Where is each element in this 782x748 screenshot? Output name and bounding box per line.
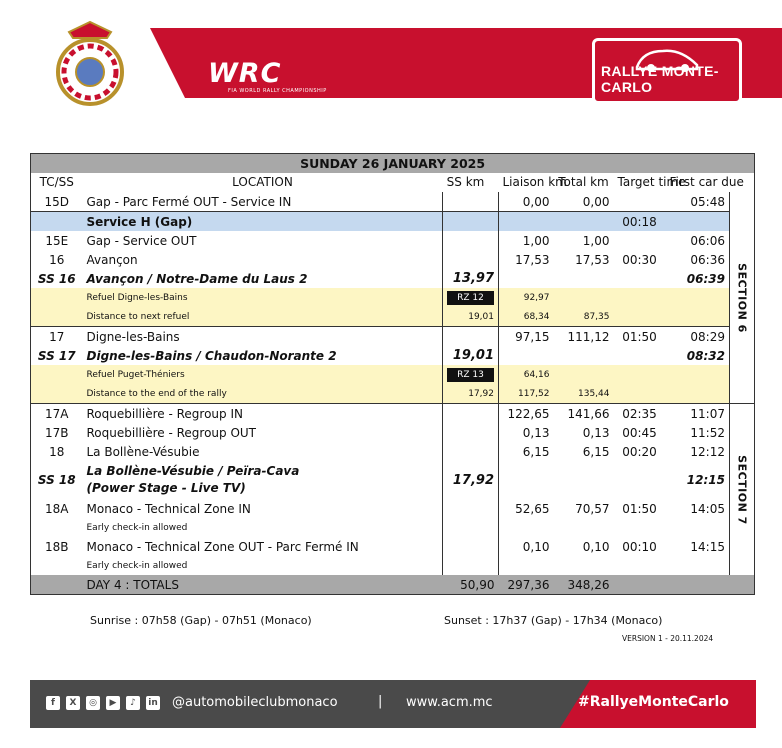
location-text: Avançon — [86, 252, 138, 267]
totals-liaison: 297,36 — [499, 575, 554, 595]
cell-ss: 19,01 — [443, 346, 499, 365]
cell-first — [666, 288, 730, 307]
cell-tc: 18B — [44, 539, 69, 554]
header-liaison: Liaison km — [502, 175, 567, 189]
cell-target — [614, 307, 666, 327]
cell-location — [83, 404, 443, 424]
table-row — [31, 423, 755, 442]
location-text: Monaco - Technical Zone IN — [86, 501, 251, 516]
cell-liaison — [499, 556, 554, 575]
cell-tc: 17A — [31, 404, 83, 424]
cell-liaison: 1,00 — [522, 233, 550, 248]
table-row — [31, 307, 755, 327]
cell-liaison: 6,15 — [522, 444, 550, 459]
cell-tc: 15D — [31, 192, 83, 212]
table-row — [31, 442, 755, 461]
cell-liaison: 52,65 — [515, 501, 550, 516]
sunrise-text: Sunrise : 07h58 (Gap) - 07h51 (Monaco) — [90, 614, 312, 627]
cell-location — [83, 556, 443, 575]
cell-ss — [443, 518, 499, 537]
cell-ss — [443, 192, 499, 212]
table-row — [31, 231, 755, 250]
table-row — [31, 288, 755, 307]
cell-liaison — [499, 346, 554, 365]
location-text: Refuel Puget-Théniers — [86, 369, 185, 380]
cell-tc — [31, 384, 83, 404]
table-row — [31, 327, 755, 347]
cell-first: 05:48 — [666, 192, 730, 212]
cell-target: 01:50 — [622, 501, 657, 516]
cell-location — [83, 212, 443, 232]
cell-target — [614, 556, 666, 575]
cell-liaison: 97,15 — [499, 327, 554, 347]
header-total: Total km — [558, 175, 609, 189]
linkedin-icon[interactable]: in — [146, 696, 160, 710]
cell-location — [83, 269, 443, 288]
cell-first: 08:29 — [666, 327, 730, 347]
wrc-subtitle: FIA WORLD RALLY CHAMPIONSHIP — [228, 88, 327, 94]
cell-target — [614, 384, 666, 404]
cell-total: 135,44 — [554, 384, 614, 404]
cell-liaison: 117,52 — [499, 384, 554, 404]
cell-liaison — [499, 518, 554, 537]
cell-liaison — [499, 269, 554, 288]
cell-tc — [31, 518, 83, 537]
location-text: Roquebillière - Regroup IN — [86, 406, 243, 421]
instagram-icon[interactable]: ◎ — [86, 696, 100, 710]
cell-tc: 16 — [49, 252, 65, 267]
version-text: VERSION 1 - 20.11.2024 — [622, 634, 714, 643]
table-row — [31, 192, 755, 212]
cell-location — [83, 346, 443, 365]
acm-crest-icon — [55, 20, 125, 108]
cell-tc — [31, 212, 83, 232]
cell-location — [83, 231, 443, 250]
table-row — [31, 250, 755, 269]
table-row — [31, 461, 755, 499]
cell-tc: 17B — [44, 425, 69, 440]
cell-first — [666, 518, 730, 537]
location-text: Digne-les-Bains / Chaudon-Norante 2 — [86, 348, 337, 363]
rallye-monte-carlo-logo: RALLYE MONTE-CARLO — [592, 38, 742, 104]
cell-first: 11:52 — [690, 425, 725, 440]
table-row — [31, 499, 755, 518]
cell-total — [554, 269, 614, 288]
cell-tc — [31, 307, 83, 327]
x-icon[interactable]: X — [66, 696, 80, 710]
cell-total — [554, 365, 614, 384]
facebook-icon[interactable]: f — [46, 696, 60, 710]
cell-first: 12:12 — [690, 444, 725, 459]
cell-total — [554, 518, 614, 537]
cell-total — [554, 346, 614, 365]
cell-location — [83, 442, 443, 461]
cell-location — [83, 461, 443, 499]
cell-liaison: 17,53 — [515, 252, 550, 267]
location-text: Refuel Digne-les-Bains — [86, 292, 188, 303]
cell-location — [83, 192, 443, 212]
cell-liaison: 0,00 — [499, 192, 554, 212]
table-row — [31, 346, 755, 365]
cell-location — [83, 499, 443, 518]
footer-separator: | — [378, 694, 383, 709]
cell-target: 01:50 — [614, 327, 666, 347]
location-text: Distance to next refuel — [86, 311, 190, 322]
cell-location — [83, 327, 443, 347]
header-ss: SS km — [446, 175, 485, 189]
cell-total — [554, 288, 614, 307]
cell-ss — [443, 288, 499, 307]
cell-liaison: 92,97 — [499, 288, 554, 307]
social-handle[interactable]: @automobileclubmonaco — [172, 695, 338, 710]
schedule-table — [30, 153, 755, 595]
cell-first — [666, 384, 730, 404]
cell-total: 1,00 — [582, 233, 610, 248]
cell-total: 6,15 — [582, 444, 610, 459]
cell-ss — [443, 556, 499, 575]
cell-target — [614, 288, 666, 307]
refuel-zone-badge: RZ 13 — [447, 368, 494, 382]
cell-tc: 17 — [31, 327, 83, 347]
location-text: Digne-les-Bains — [86, 329, 180, 344]
totals-label: DAY 4 : TOTALS — [83, 575, 443, 595]
cell-ss — [443, 423, 499, 442]
cell-tc — [31, 288, 83, 307]
cell-tc: SS 17 — [37, 348, 76, 363]
cell-total — [554, 212, 614, 232]
section-6-label: SECTION 6 — [730, 192, 755, 404]
cell-ss — [443, 442, 499, 461]
cell-ss — [443, 499, 499, 518]
table-row — [31, 404, 755, 424]
cell-ss — [443, 250, 499, 269]
cell-ss: 19,01 — [443, 307, 499, 327]
cell-location — [83, 288, 443, 307]
table-row — [31, 212, 755, 232]
cell-tc: SS 18 — [37, 473, 76, 487]
header — [0, 0, 782, 130]
cell-liaison: 64,16 — [499, 365, 554, 384]
cell-location — [83, 384, 443, 404]
cell-first: 14:15 — [690, 539, 725, 554]
cell-ss — [443, 365, 499, 384]
cell-first: 08:32 — [686, 348, 725, 363]
header-tc: TC/SS — [39, 175, 74, 189]
cell-liaison: 0,13 — [522, 425, 550, 440]
wrc-logo: WRC — [208, 58, 282, 89]
social-links — [46, 696, 160, 710]
cell-total: 87,35 — [554, 307, 614, 327]
cell-target: 00:20 — [622, 444, 657, 459]
table-row — [31, 537, 755, 556]
youtube-icon[interactable]: ▶ — [106, 696, 120, 710]
location-text: La Bollène-Vésubie — [86, 444, 200, 459]
cell-first — [666, 307, 730, 327]
cell-ss — [443, 327, 499, 347]
location-text: Distance to the end of the rally — [86, 388, 227, 399]
cell-first — [666, 212, 730, 232]
refuel-zone-badge: RZ 12 — [447, 291, 494, 305]
table-row — [31, 365, 755, 384]
totals-ss: 50,90 — [443, 575, 499, 595]
table-row — [31, 269, 755, 288]
cell-target — [614, 365, 666, 384]
cell-liaison: 122,65 — [499, 404, 554, 424]
cell-tc — [31, 556, 83, 575]
cell-target — [614, 231, 666, 250]
cell-liaison — [499, 461, 554, 499]
tiktok-icon[interactable]: ♪ — [126, 696, 140, 710]
cell-liaison — [499, 212, 554, 232]
header-first: First car due — [669, 175, 744, 189]
cell-first — [666, 365, 730, 384]
location-text: Early check-in allowed — [86, 522, 188, 533]
cell-tc: SS 16 — [37, 271, 76, 286]
location-text: Service H (Gap) — [86, 214, 193, 229]
section-7-label: SECTION 7 — [730, 404, 755, 576]
cell-total: 111,12 — [554, 327, 614, 347]
table-title: SUNDAY 26 JANUARY 2025 — [31, 154, 755, 174]
cell-total — [554, 556, 614, 575]
cell-total: 17,53 — [575, 252, 610, 267]
cell-target: 00:18 — [614, 212, 666, 232]
cell-location — [83, 307, 443, 327]
footer — [30, 680, 756, 728]
sunset-text: Sunset : 17h37 (Gap) - 17h34 (Monaco) — [444, 614, 663, 627]
table-row — [31, 384, 755, 404]
cell-ss — [443, 404, 499, 424]
cell-ss: 13,97 — [443, 269, 499, 288]
cell-location — [83, 250, 443, 269]
cell-ss — [443, 231, 499, 250]
cell-total: 0,00 — [554, 192, 614, 212]
cell-liaison: 0,10 — [522, 539, 550, 554]
location-text: Monaco - Technical Zone OUT - Parc Fermé IN — [86, 539, 359, 554]
cell-ss: 17,92 — [443, 461, 499, 499]
cell-tc: 18 — [49, 444, 65, 459]
cell-target: 00:30 — [622, 252, 657, 267]
table-row — [31, 556, 755, 575]
cell-tc — [31, 365, 83, 384]
cell-target — [614, 518, 666, 537]
location-text: Avançon / Notre-Dame du Laus 2 — [86, 271, 308, 286]
cell-liaison: 68,34 — [499, 307, 554, 327]
cell-first: 06:06 — [690, 233, 725, 248]
cell-target: 00:10 — [622, 539, 657, 554]
table-row — [31, 518, 755, 537]
cell-target — [614, 461, 666, 499]
location-text: Early check-in allowed — [86, 560, 188, 571]
header-target: Target time — [617, 175, 686, 189]
cell-tc: 18A — [45, 501, 69, 516]
cell-location — [83, 365, 443, 384]
cell-first: 12:15 — [686, 473, 725, 487]
cell-target — [614, 346, 666, 365]
cell-target — [614, 269, 666, 288]
location-text: Gap - Service OUT — [86, 233, 197, 248]
cell-first: 14:05 — [690, 501, 725, 516]
location-text: Roquebillière - Regroup OUT — [86, 425, 256, 440]
cell-target: 00:45 — [622, 425, 657, 440]
totals-total: 348,26 — [554, 575, 614, 595]
cell-total: 70,57 — [575, 501, 610, 516]
cell-first: 06:39 — [686, 271, 725, 286]
location-subtext: (Power Stage - Live TV) — [86, 481, 246, 495]
website-link[interactable]: www.acm.mc — [406, 695, 493, 710]
location-text: Gap - Parc Fermé OUT - Service IN — [86, 194, 292, 209]
cell-tc: 15E — [45, 233, 69, 248]
hashtag[interactable]: #RallyeMonteCarlo — [578, 694, 729, 710]
cell-first: 06:36 — [690, 252, 725, 267]
location-text: La Bollène-Vésubie / Peïra-Cava — [86, 464, 300, 478]
cell-ss — [443, 212, 499, 232]
cell-ss: 17,92 — [443, 384, 499, 404]
cell-target: 02:35 — [614, 404, 666, 424]
cell-total: 0,13 — [582, 425, 610, 440]
cell-location — [83, 537, 443, 556]
cell-first: 11:07 — [666, 404, 730, 424]
cell-total — [554, 461, 614, 499]
cell-total: 141,66 — [554, 404, 614, 424]
cell-location — [83, 518, 443, 537]
header-location: LOCATION — [232, 175, 293, 189]
cell-target — [614, 192, 666, 212]
cell-location — [83, 423, 443, 442]
cell-ss — [443, 537, 499, 556]
cell-total: 0,10 — [582, 539, 610, 554]
cell-first — [666, 556, 730, 575]
